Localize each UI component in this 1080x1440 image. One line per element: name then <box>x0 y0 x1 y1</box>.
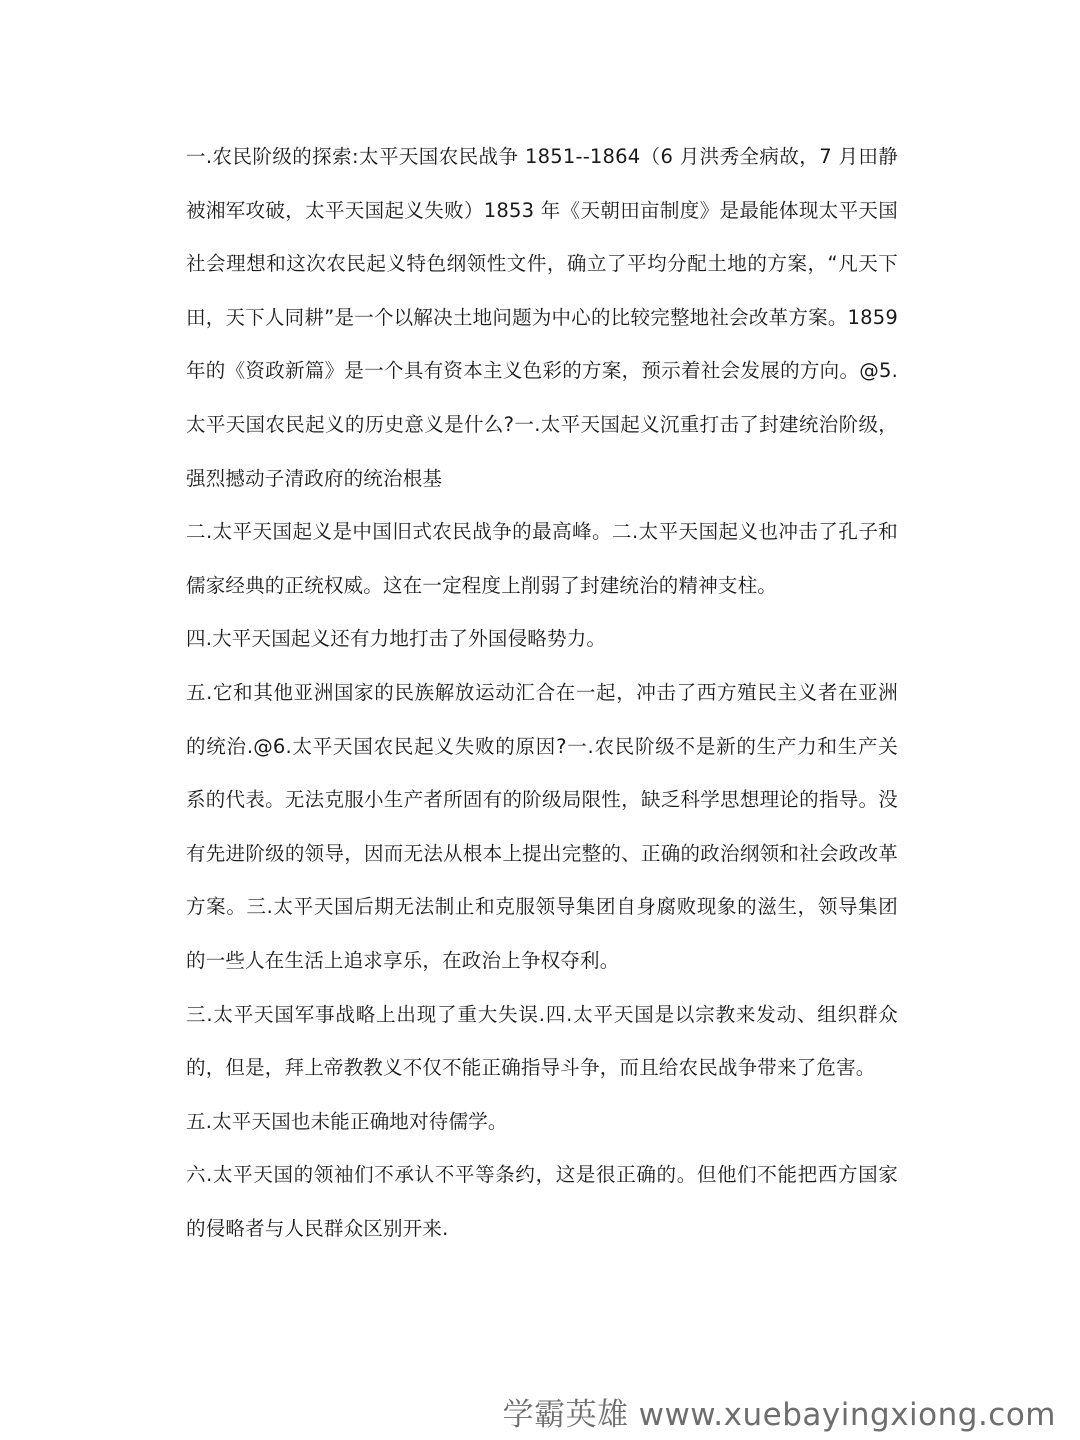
paragraph-5: 三.太平天国军事战略上出现了重大失误.四.太平天国是以宗教来发动、组织群众的，但是，拜上帝教教义不仅不能正确指导斗争，而且给农民战争带来了危害。 <box>186 1002 898 1080</box>
paragraph-2: 二.太平天国起义是中国旧式农民战争的最高峰。二.太平天国起义也冲击了孔子和儒家经典的正统权威。这在一定程度上削弱了封建统治的精神支柱。 <box>186 520 898 597</box>
paragraph-7: 六.太平天国的领袖们不承认不平等条约，这是很正确的。但他们不能把西方国家的侵略者与人民群众区别开来. <box>186 1163 898 1240</box>
paragraph-6: 五.太平天国也未能正确地对待儒学。 <box>186 1109 508 1133</box>
document-body <box>186 130 898 1255</box>
watermark-url: www.xuebayingxiong.com <box>638 1397 1056 1433</box>
watermark <box>503 1389 1056 1434</box>
paragraph-4: 五.它和其他亚洲国家的民族解放运动汇合在一起，冲击了西方殖民主义者在亚洲的统治.@6.太平天国农民起义失败的原因?一.农民阶级不是新的生产力和生产关系的代表。无法克服小生产者所固有的阶级局限性，缺乏科学思想理论的指导。没有先进阶级的领导，因而无法从根本上提出完整的、正确的政治纲领和社会政改革方案。三.太平天国后期无法制止和克服领导集团自身腐败现象的滋生，领导集团的一些人在生活上追求享乐，在政治上争权夺利。 <box>186 680 898 972</box>
paragraph-1: 一.农民阶级的探索:太平天国农民战争 1851--1864（6 月洪秀全病故，7 月田静被湘军攻破，太平天国起义失败）1853 年《天朝田亩制度》是最能体现太平天国社会理想和这次农民起义特色纲领性文件，确立了平均分配土地的方案，“凡天下田，天下人同耕”是一个以解决土地问题为中心的比较完整地社会改革方案。1859 年的《资政新篇》是一个具有资本主义色彩的方案，预示着社会发展的方向。@5.太平天国农民起义的历史意义是什么?一.太平天国起义沉重打击了封建统治阶级，强烈撼动子清政府的统治根基 <box>186 145 898 490</box>
watermark-brand: 学霸英雄 <box>502 1397 629 1433</box>
paragraph-3: 四.大平天国起义还有力地打击了外国侵略势力。 <box>186 627 607 651</box>
